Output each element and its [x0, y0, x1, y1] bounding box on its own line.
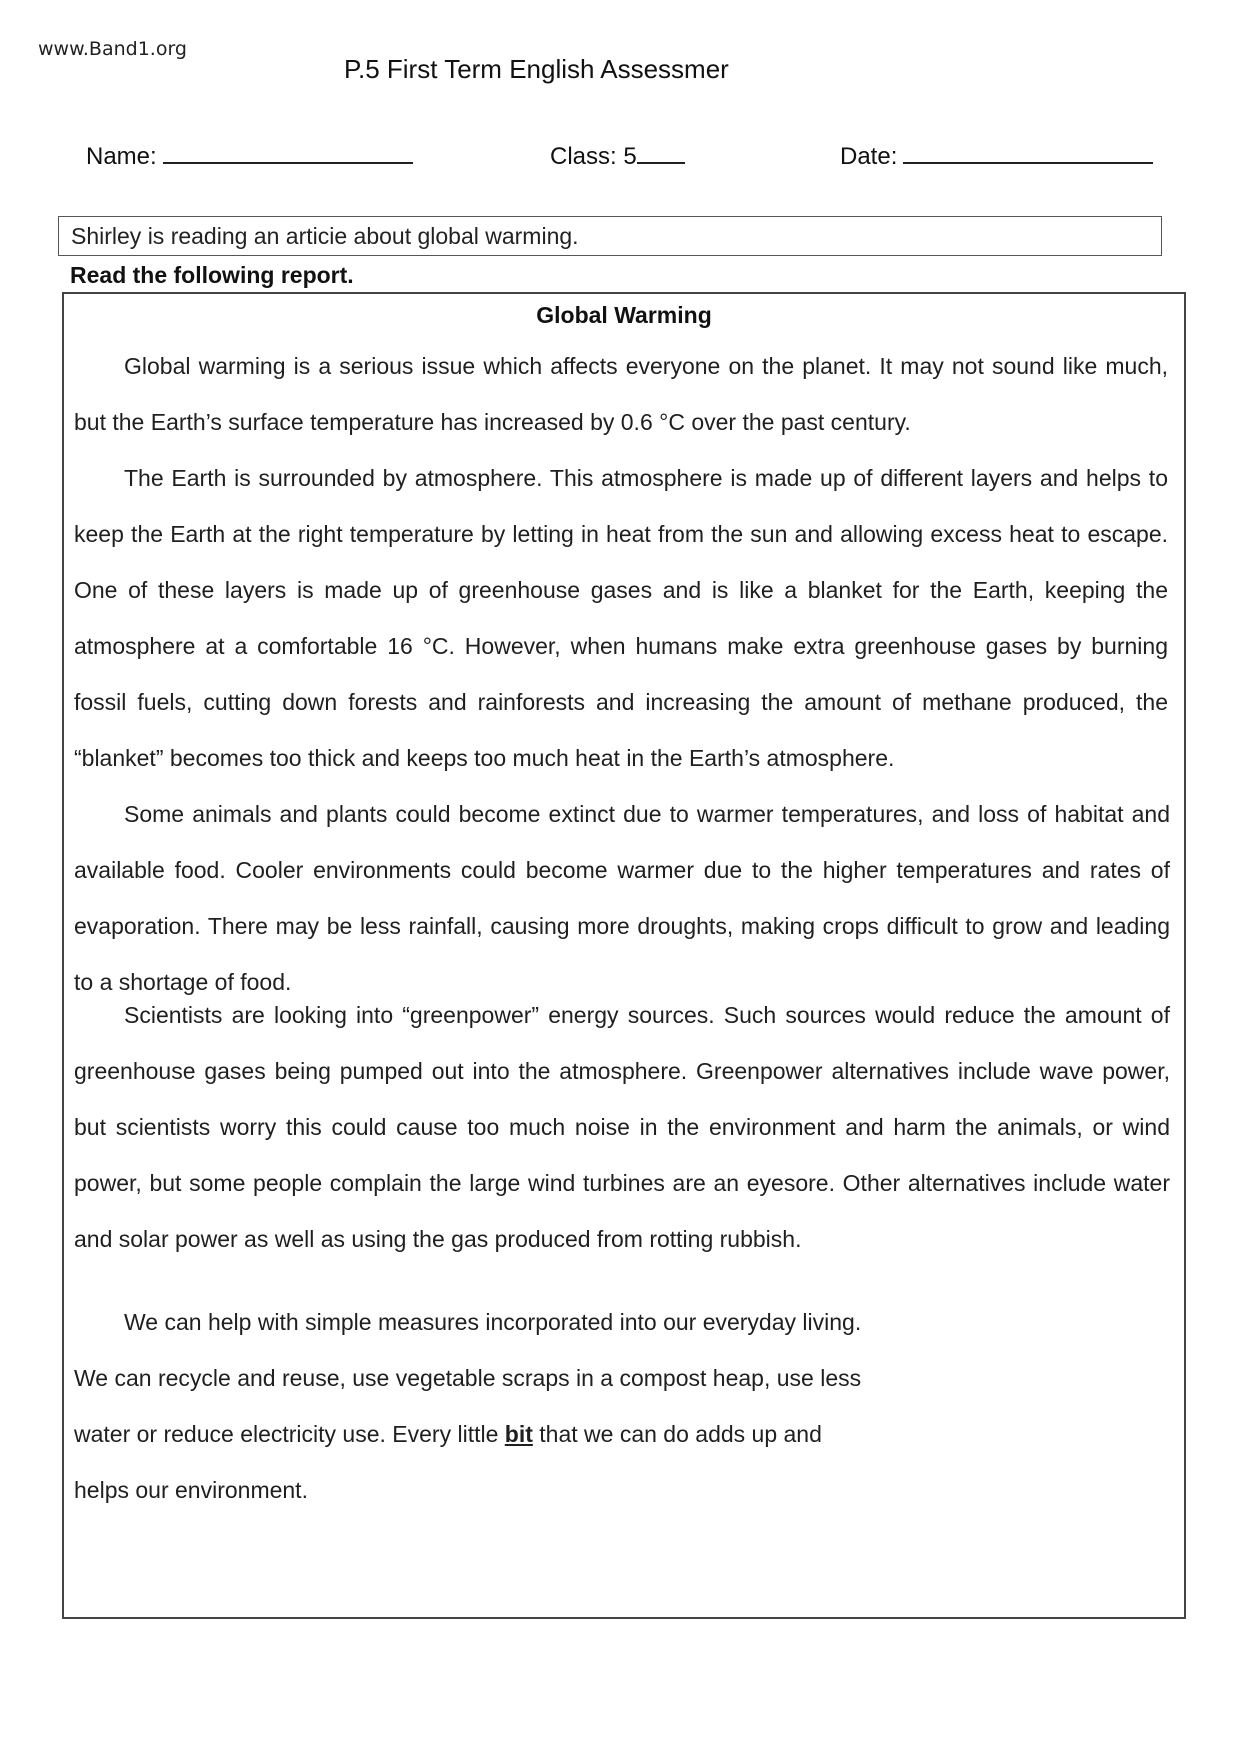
paragraph-5-text-end: that we can do adds up and helps our environment.	[74, 1421, 822, 1503]
report-paragraph-1	[74, 338, 1168, 450]
source-url: www.Band1.org	[38, 38, 187, 60]
intro-box	[58, 216, 1162, 256]
report-title: Global Warming	[536, 302, 712, 328]
name-field	[86, 140, 413, 171]
paragraph-5-text-start: We can help with simple measures incorporated into our everyday living. We can recycle and reuse, use vegetable scraps in a compost heap, use less water or reduce electricity use. Every little	[74, 1309, 862, 1447]
paragraph-2-text: The Earth is surrounded by atmosphere. This atmosphere is made up of different layers and helps to keep the Earth at the right temperature by letting in heat from the sun and allowing excess heat to escape. One of these layers is made up of greenhouse gases and is like a blanket for the Earth, keeping the atmosphere at a comfortable 16 °C. However, when humans make extra greenhouse gases by burning fossil fuels, cutting down forests and rainforests and increasing the amount of methane produced, the “blanket” becomes too thick and keeps too much heat in the Earth’s atmosphere.	[74, 465, 1168, 771]
report-paragraph-5	[74, 1294, 864, 1518]
intro-text: Shirley is reading an articie about global warming.	[71, 223, 579, 249]
class-label: Class: 5	[550, 143, 637, 170]
class-blank	[637, 140, 685, 164]
date-label: Date:	[840, 143, 898, 170]
report-paragraph-3	[74, 786, 1170, 1010]
report-paragraph-2	[74, 450, 1168, 786]
date-field	[840, 140, 1153, 171]
class-field	[550, 140, 685, 171]
report-paragraph-4	[74, 987, 1170, 1267]
name-blank	[163, 140, 413, 164]
date-blank	[903, 140, 1153, 164]
instruction: Read the following report.	[70, 262, 354, 288]
paragraph-4-text: Scientists are looking into “greenpower” energy sources. Such sources would reduce the amount of greenhouse gases being pumped out into the atmosphere. Greenpower alternatives include wave power, but scientists worry this could cause too much noise in the environment and harm the animals, or wind power, but some people complain the large wind turbines are an eyesore. Other alternatives include water and solar power as well as using the gas produced from rotting rubbish.	[74, 1002, 1170, 1252]
page-title: P.5 First Term English Assessmer	[344, 54, 729, 84]
paragraph-3-text: Some animals and plants could become extinct due to warmer temperatures, and loss of habitat and available food. Cooler environments could become warmer due to the higher temperatures and rates of evaporation. There may be less rainfall, causing more droughts, making crops difficult to grow and leading to a shortage of food.	[74, 801, 1170, 995]
name-label: Name:	[86, 143, 157, 170]
paragraph-1-text: Global warming is a serious issue which affects everyone on the planet. It may not sound like much, but the Earth’s surface temperature has increased by 0.6 °C over the past century.	[74, 353, 1168, 435]
report-box	[62, 292, 1186, 1619]
emphasized-word: bit	[504, 1421, 533, 1447]
